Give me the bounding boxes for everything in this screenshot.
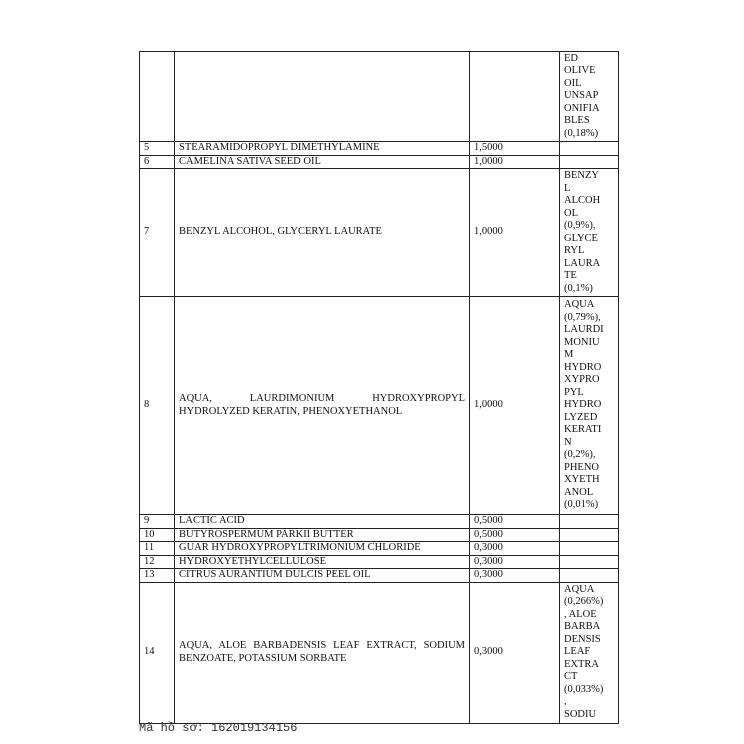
note-line: HYDRO <box>564 361 602 373</box>
table-row <box>140 297 619 515</box>
note-line: KERATI <box>564 424 602 436</box>
note-line: LYZED <box>564 411 598 423</box>
ingredient-name: STEARAMIDOPROPYL DIMETHYLAMINE <box>175 142 470 156</box>
note-line: N <box>564 436 572 448</box>
table-row <box>140 528 619 542</box>
ingredient-name: BUTYROSPERMUM PARKII BUTTER <box>175 528 470 542</box>
ingredient-name: LACTIC ACID <box>175 515 470 529</box>
row-number <box>140 52 175 142</box>
row-number: 11 <box>140 542 175 556</box>
ingredient-percent: 0,3000 <box>470 555 560 569</box>
ingredient-percent: 1,0000 <box>470 155 560 169</box>
ingredient-note <box>560 569 619 583</box>
note-line: RYL <box>564 245 585 256</box>
note-line: ED <box>564 52 578 64</box>
note-line: L <box>564 182 571 194</box>
note-line: GLYCE <box>564 232 598 244</box>
row-number: 14 <box>140 582 175 723</box>
document-id: Mã hồ sơ: 162019134156 <box>139 721 298 735</box>
table-row <box>140 542 619 556</box>
note-line: OLIVE <box>564 65 596 77</box>
row-number: 9 <box>140 515 175 529</box>
ingredient-table-body <box>140 52 619 724</box>
ingredient-percent: 1,0000 <box>470 169 560 297</box>
table-row <box>140 555 619 569</box>
note-line: EXTRA <box>564 658 599 670</box>
note-line: BLES <box>564 115 590 127</box>
ingredient-percent: 0,3000 <box>470 582 560 723</box>
ingredient-name <box>175 52 470 142</box>
note-line: (0,18%) <box>564 127 599 139</box>
ingredient-note <box>560 297 619 515</box>
note-line: ALCOH <box>564 195 601 206</box>
ingredient-table <box>139 51 619 724</box>
note-line: (0,266%) <box>564 596 604 608</box>
note-line: LAURDI <box>564 324 604 336</box>
note-line: TE <box>564 270 577 281</box>
note-line: BENZY <box>564 170 599 181</box>
ingredient-percent: 0,5000 <box>470 528 560 542</box>
note-line: UNSAP <box>564 90 599 102</box>
ingredient-note <box>560 169 619 297</box>
ingredient-name: CAMELINA SATIVA SEED OIL <box>175 155 470 169</box>
row-number: 13 <box>140 569 175 583</box>
table-row <box>140 169 619 297</box>
ingredient-name: HYDROXYETHYLCELLULOSE <box>175 555 470 569</box>
note-line: XYPRO <box>564 374 600 386</box>
table-row <box>140 515 619 529</box>
ingredient-percent <box>470 52 560 142</box>
note-line: (0,79%), <box>564 311 601 323</box>
ingredient-note <box>560 155 619 169</box>
row-number: 10 <box>140 528 175 542</box>
ingredient-note <box>560 555 619 569</box>
table-row <box>140 569 619 583</box>
note-line: HYDRO <box>564 399 602 411</box>
table-row <box>140 155 619 169</box>
note-line: (0,033%) <box>564 683 604 695</box>
note-line: XYETH <box>564 474 600 486</box>
ingredient-note <box>560 52 619 142</box>
note-line: , <box>564 696 567 708</box>
note-line: OL <box>564 207 578 219</box>
ingredient-percent: 1,0000 <box>470 297 560 515</box>
table-row <box>140 582 619 723</box>
note-line: PYL <box>564 386 584 398</box>
note-line: ONIFIA <box>564 102 600 114</box>
ingredient-name: BENZYL ALCOHOL, GLYCERYL LAURATE <box>175 169 470 297</box>
note-line: ANOL <box>564 486 594 498</box>
ingredient-note <box>560 515 619 529</box>
note-line: SODIU <box>564 708 597 720</box>
table-row <box>140 52 619 142</box>
ingredient-name: GUAR HYDROXYPROPYLTRIMONIUM CHLORIDE <box>175 542 470 556</box>
ingredient-percent: 0,3000 <box>470 542 560 556</box>
note-line: DENSIS <box>564 633 601 645</box>
row-number: 5 <box>140 142 175 156</box>
note-line: AQUA <box>564 299 595 311</box>
ingredient-percent: 0,5000 <box>470 515 560 529</box>
row-number: 8 <box>140 297 175 515</box>
note-line: , ALOE <box>564 608 597 620</box>
note-line: LAURA <box>564 257 601 269</box>
ingredient-name: AQUA, ALOE BARBADENSIS LEAF EXTRACT, SODIUM BENZOATE, POTASSIUM SORBATE <box>175 582 470 723</box>
ingredient-name: CITRUS AURANTIUM DULCIS PEEL OIL <box>175 569 470 583</box>
ingredient-percent: 0,3000 <box>470 569 560 583</box>
ingredient-name: AQUA, LAURDIMONIUM HYDROXYPROPYL HYDROLYZED KERATIN, PHENOXYETHANOL <box>175 297 470 515</box>
note-line: LEAF <box>564 646 591 658</box>
ingredient-note <box>560 582 619 723</box>
note-line: (0,01%) <box>564 499 599 511</box>
row-number: 7 <box>140 169 175 297</box>
ingredient-note <box>560 542 619 556</box>
ingredient-note <box>560 142 619 156</box>
note-line: AQUA <box>564 583 595 595</box>
note-line: PHENO <box>564 461 600 473</box>
ingredient-note <box>560 528 619 542</box>
ingredient-percent: 1,5000 <box>470 142 560 156</box>
note-line: (0,1%) <box>564 282 593 294</box>
note-line: (0,2%), <box>564 449 596 461</box>
note-line: M <box>564 349 574 361</box>
note-line: CT <box>564 671 578 683</box>
note-line: (0,9%), <box>564 220 596 231</box>
row-number: 12 <box>140 555 175 569</box>
note-line: BARBA <box>564 621 601 633</box>
row-number: 6 <box>140 155 175 169</box>
note-line: MONIU <box>564 336 600 348</box>
table-row <box>140 142 619 156</box>
note-line: OIL <box>564 77 582 89</box>
